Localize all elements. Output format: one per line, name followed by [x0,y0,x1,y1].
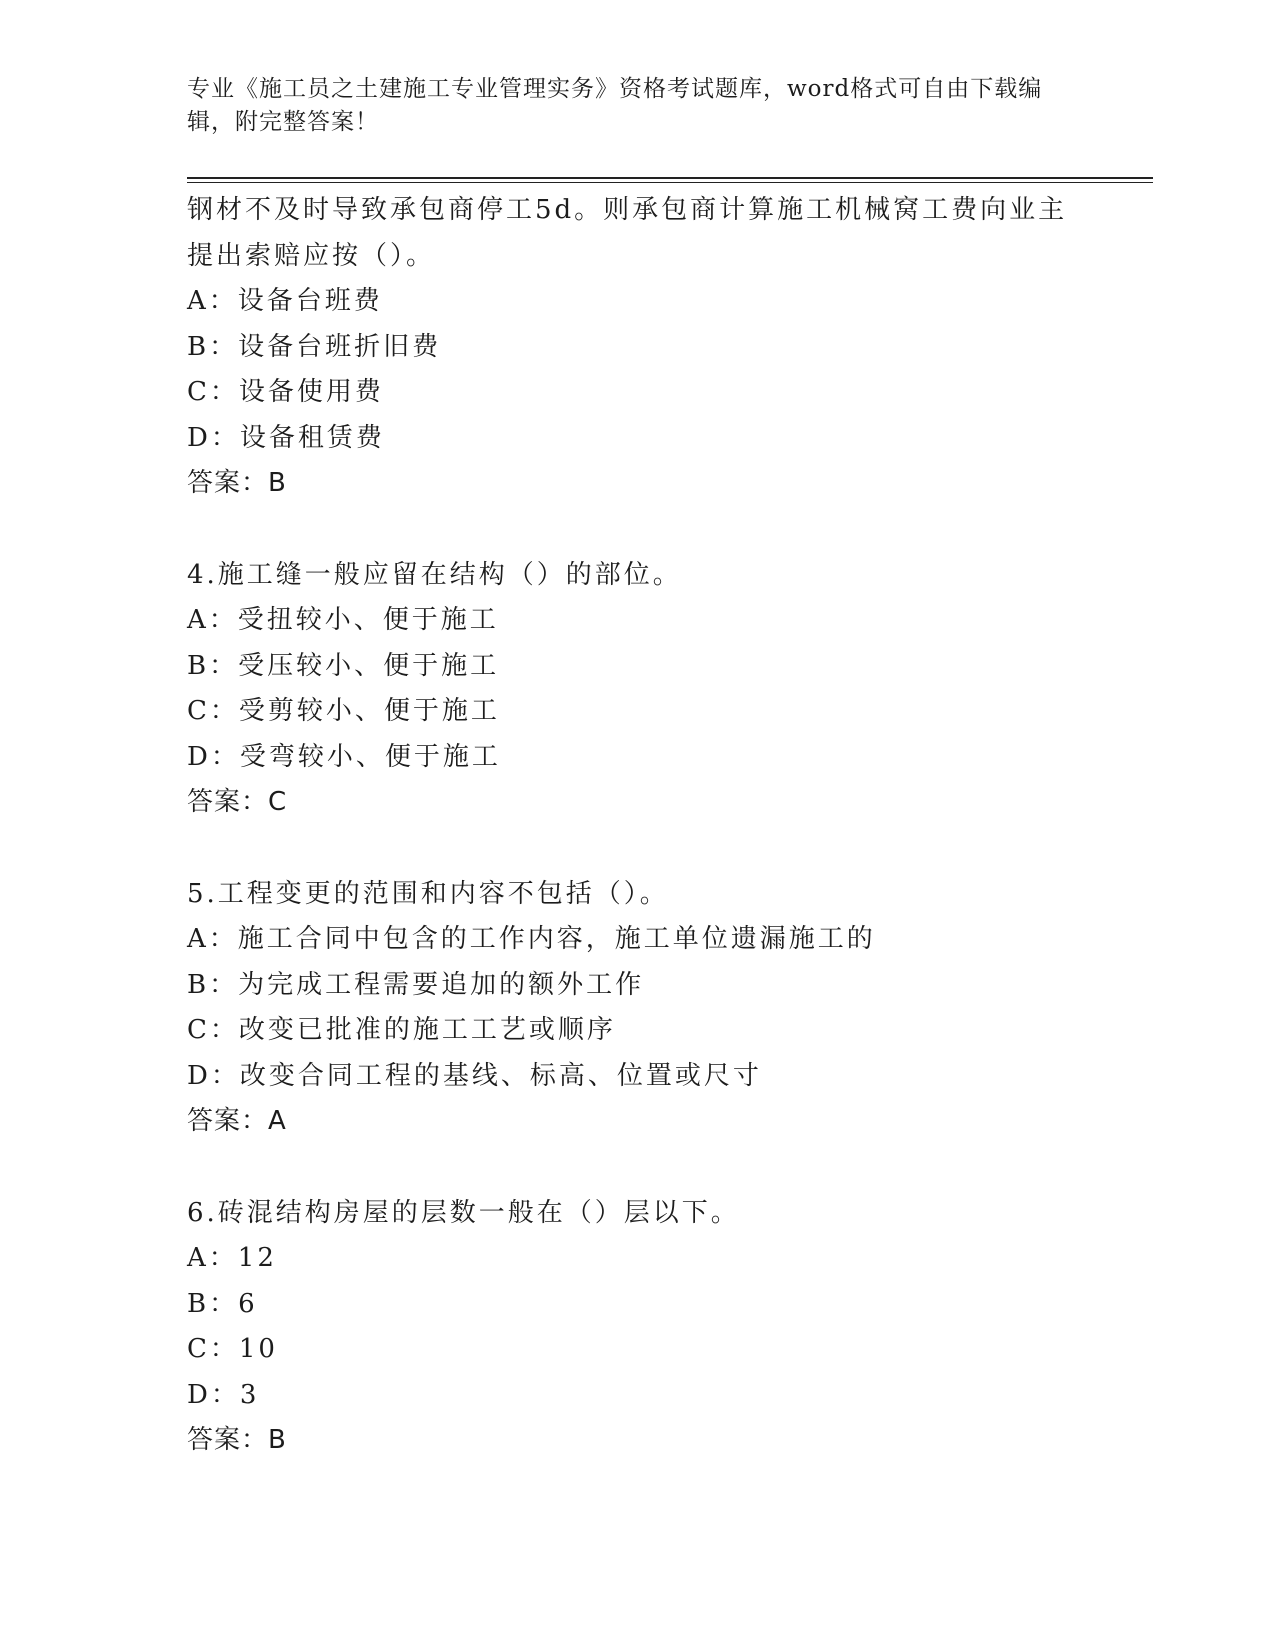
option-c: C：10 [187,1334,278,1364]
option-d: D：设备租赁费 [187,422,385,453]
question-stem: 提出索赔应按（）。 [187,240,436,271]
option-b: B：6 [187,1288,258,1319]
option-b: B：设备台班折旧费 [187,331,442,362]
option-b: B：为完成工程需要追加的额外工作 [187,969,645,1000]
answer-line: 答案：A [187,1106,287,1136]
question-3 [187,188,1087,507]
question-stem: 6.砖混结构房屋的层数一般在（）层以下。 [187,1197,740,1228]
question-5 [187,872,1087,1145]
question-list [187,188,1087,1464]
answer-line: 答案：C [187,787,288,817]
header-divider-thin [187,182,1153,183]
document-header [187,73,1067,139]
header-divider-thick [187,177,1153,179]
header-line-2: 辑，附完整答案！ [187,109,379,135]
question-stem: 4.施工缝一般应留在结构（）的部位。 [187,559,682,590]
option-d: D：受弯较小、便于施工 [187,741,501,772]
option-c: C：设备使用费 [187,377,384,407]
option-c: C：改变已批准的施工工艺或顺序 [187,1015,616,1045]
spacer [187,826,1087,872]
option-a: A：设备台班费 [187,286,383,316]
option-a: A：受扭较小、便于施工 [187,605,499,635]
header-line-1: 专业《施工员之土建施工专业管理实务》资格考试题库，word格式可自由下载编 [187,76,1043,102]
question-4 [187,553,1087,826]
option-d: D：改变合同工程的基线、标高、位置或尺寸 [187,1060,762,1091]
question-6 [187,1191,1087,1464]
answer-line: 答案：B [187,468,287,498]
question-stem: 5.工程变更的范围和内容不包括（）。 [187,878,669,909]
option-c: C：受剪较小、便于施工 [187,696,500,726]
answer-line: 答案：B [187,1425,287,1455]
option-a: A：12 [187,1243,277,1273]
question-stem: 钢材不及时导致承包商停工5d。则承包商计算施工机械窝工费向业主 [187,195,1068,225]
option-b: B：受压较小、便于施工 [187,650,500,681]
option-d: D：3 [187,1379,260,1410]
option-a: A：施工合同中包含的工作内容，施工单位遗漏施工的 [187,924,876,954]
spacer [187,1145,1087,1191]
spacer [187,507,1087,553]
